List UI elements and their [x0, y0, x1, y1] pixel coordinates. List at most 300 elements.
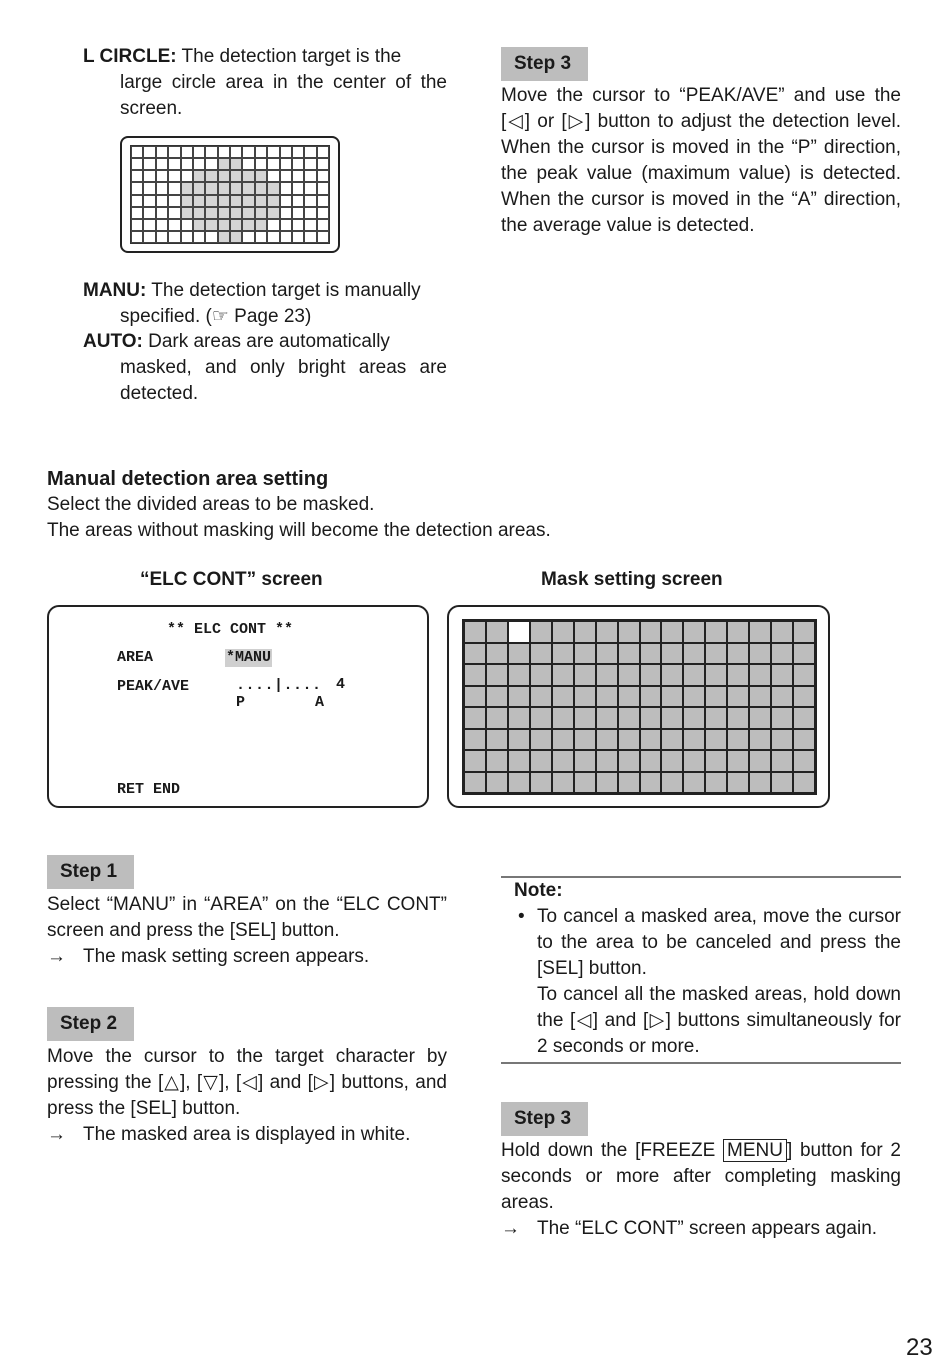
mask-cell: [530, 686, 552, 708]
l-circle-cell: [218, 219, 230, 231]
mask-cell: [683, 750, 705, 772]
ret-end-label: RET END: [117, 781, 181, 798]
l-circle-cell: [292, 231, 304, 243]
mask-cell: [508, 707, 530, 729]
l-circle-definition: [83, 44, 447, 122]
step1-block: [47, 892, 447, 970]
l-circle-cell: [255, 158, 267, 170]
peak-ave-value: 4: [336, 676, 346, 693]
mask-cell: [508, 729, 530, 751]
l-circle-cell: [218, 195, 230, 207]
l-circle-cell: [181, 158, 193, 170]
mask-cell: [640, 643, 662, 665]
mask-cell: [530, 643, 552, 665]
l-circle-line1: The detection target is the: [181, 46, 402, 67]
mask-cell: [486, 621, 508, 643]
l-circle-cell: [156, 170, 168, 182]
mask-cell: [596, 643, 618, 665]
l-circle-cell: [193, 146, 205, 158]
mask-cell: [552, 772, 574, 794]
mask-cell: [705, 729, 727, 751]
step3-badge-top: Step 3: [501, 47, 588, 81]
mask-cell: [464, 750, 486, 772]
peak-a-label: A: [315, 694, 325, 711]
l-circle-cell: [218, 207, 230, 219]
note-box: [501, 878, 901, 1060]
mask-cell: [552, 643, 574, 665]
menu-key-label: MENU: [723, 1139, 787, 1162]
l-circle-cell: [205, 158, 217, 170]
l-circle-cell: [131, 182, 143, 194]
mask-cell: [486, 643, 508, 665]
mask-cell: [661, 621, 683, 643]
l-circle-cell: [304, 195, 316, 207]
mask-cell: [486, 686, 508, 708]
l-circle-cell: [255, 231, 267, 243]
l-circle-cell: [168, 158, 180, 170]
mask-cell: [552, 621, 574, 643]
manu-definition: [83, 278, 447, 330]
l-circle-cell: [280, 219, 292, 231]
l-circle-cell: [193, 231, 205, 243]
elc-title: ** ELC CONT **: [167, 621, 294, 638]
l-circle-cell: [131, 231, 143, 243]
l-circle-cell: [317, 207, 329, 219]
mask-cell: [683, 686, 705, 708]
l-circle-cell: [280, 182, 292, 194]
mask-cell: [508, 643, 530, 665]
mask-cell: [771, 643, 793, 665]
l-circle-cell: [168, 182, 180, 194]
mask-cell: [661, 664, 683, 686]
manu-rest: specified. (☞ Page 23): [120, 306, 312, 327]
mask-cell: [705, 686, 727, 708]
mask-cell: [464, 772, 486, 794]
step3-result-text: The “ELC CONT” screen appears again.: [537, 1218, 878, 1239]
mask-cell: [508, 686, 530, 708]
l-circle-cell: [143, 195, 155, 207]
l-circle-cell: [317, 182, 329, 194]
mask-cell: [640, 621, 662, 643]
section-heading: Manual detection area setting: [47, 468, 329, 490]
l-circle-cell: [292, 207, 304, 219]
l-circle-cell: [205, 207, 217, 219]
mask-cell: [727, 686, 749, 708]
l-circle-cell: [292, 146, 304, 158]
l-circle-cell: [218, 182, 230, 194]
l-circle-cell: [292, 195, 304, 207]
auto-rest: masked, and only bright areas are detected.: [120, 357, 447, 404]
mask-cell: [771, 750, 793, 772]
mask-cell: [618, 621, 640, 643]
note-item2-text: To cancel all the masked areas, hold down the [◁] and [▷] buttons simultaneously for 2 seconds or more.: [537, 984, 901, 1057]
note-title: Note:: [514, 880, 563, 901]
l-circle-cell: [242, 195, 254, 207]
l-circle-cell: [156, 207, 168, 219]
l-circle-cell: [218, 231, 230, 243]
l-circle-cell: [131, 219, 143, 231]
mask-cell: [793, 621, 815, 643]
mask-cell: [464, 664, 486, 686]
mask-cell: [793, 664, 815, 686]
mask-cell: [618, 729, 640, 751]
mask-cell: [574, 621, 596, 643]
step2-badge: Step 2: [47, 1007, 134, 1041]
mask-cell: [683, 621, 705, 643]
l-circle-cell: [181, 182, 193, 194]
mask-cell: [727, 621, 749, 643]
mask-cell: [508, 772, 530, 794]
l-circle-cell: [131, 195, 143, 207]
mask-cell: [661, 643, 683, 665]
l-circle-cell: [131, 170, 143, 182]
note-bottom-rule: [501, 1062, 901, 1064]
l-circle-cell: [317, 195, 329, 207]
l-circle-cell: [304, 219, 316, 231]
mask-cell: [596, 707, 618, 729]
l-circle-cell: [168, 219, 180, 231]
auto-term: AUTO:: [83, 331, 143, 352]
peak-p-label: P: [236, 694, 246, 711]
mask-cell: [640, 707, 662, 729]
l-circle-cell: [304, 207, 316, 219]
page-number: 23: [906, 1334, 933, 1361]
mask-cell: [464, 729, 486, 751]
l-circle-cell: [255, 146, 267, 158]
mask-cell: [486, 729, 508, 751]
l-circle-cell: [267, 195, 279, 207]
mask-cell: [749, 750, 771, 772]
mask-cell: [749, 772, 771, 794]
step3-text-before: Hold down the [FREEZE: [501, 1140, 724, 1161]
l-circle-cell: [255, 195, 267, 207]
l-circle-cell: [230, 170, 242, 182]
mask-cell: [661, 750, 683, 772]
mask-cell: [508, 750, 530, 772]
mask-cell: [771, 686, 793, 708]
l-circle-cell: [255, 170, 267, 182]
l-circle-cell: [156, 231, 168, 243]
l-circle-cell: [218, 146, 230, 158]
l-circle-cell: [131, 207, 143, 219]
l-circle-cell: [255, 182, 267, 194]
l-circle-cell: [292, 170, 304, 182]
l-circle-cell: [156, 146, 168, 158]
l-circle-cell: [230, 158, 242, 170]
mask-cell: [596, 621, 618, 643]
l-circle-cell: [156, 219, 168, 231]
mask-cell: [705, 750, 727, 772]
arrow-icon: →: [47, 1124, 66, 1145]
mask-cell: [596, 750, 618, 772]
mask-cell: [749, 729, 771, 751]
l-circle-cell: [218, 170, 230, 182]
l-circle-cell: [168, 170, 180, 182]
l-circle-term: L CIRCLE:: [83, 46, 177, 67]
l-circle-cell: [193, 158, 205, 170]
mask-cell: [683, 772, 705, 794]
mask-cell: [574, 643, 596, 665]
l-circle-cell: [317, 219, 329, 231]
mask-cell: [530, 664, 552, 686]
l-circle-cell: [317, 146, 329, 158]
mask-cell: [574, 664, 596, 686]
l-circle-cell: [280, 146, 292, 158]
l-circle-cell: [280, 170, 292, 182]
mask-cell: [793, 772, 815, 794]
l-circle-cell: [304, 170, 316, 182]
l-circle-cell: [304, 146, 316, 158]
section-line1: Select the divided areas to be masked.: [47, 494, 375, 515]
mask-cell: [705, 643, 727, 665]
mask-cell: [793, 750, 815, 772]
mask-cell: [574, 750, 596, 772]
mask-cell: [727, 729, 749, 751]
step3-result: [501, 1216, 901, 1242]
mask-screen-caption: Mask setting screen: [541, 569, 723, 590]
area-label: AREA: [117, 649, 154, 666]
l-circle-cell: [156, 158, 168, 170]
l-circle-cell: [230, 231, 242, 243]
step2-block: [47, 1044, 447, 1148]
l-circle-cell: [168, 146, 180, 158]
l-circle-cell: [181, 219, 193, 231]
mask-cell: [771, 772, 793, 794]
mask-cell: [661, 729, 683, 751]
l-circle-cell: [131, 146, 143, 158]
l-circle-cell: [131, 158, 143, 170]
mask-cell: [683, 729, 705, 751]
step2-result-text: The masked area is displayed in white.: [83, 1124, 411, 1145]
mask-cell: [618, 643, 640, 665]
mask-cell: [640, 772, 662, 794]
l-circle-cell: [181, 207, 193, 219]
mask-cell: [727, 750, 749, 772]
l-circle-cell: [168, 195, 180, 207]
note-item1-text: To cancel a masked area, move the cursor to the area to be canceled and press the [SEL] button.: [537, 906, 901, 979]
mask-cell: [618, 686, 640, 708]
manu-term: MANU:: [83, 280, 147, 301]
l-circle-cell: [292, 182, 304, 194]
l-circle-cell: [304, 158, 316, 170]
l-circle-cell: [317, 231, 329, 243]
l-circle-cell: [267, 182, 279, 194]
step3-block-bottom: [501, 1138, 901, 1242]
step1-result-text: The mask setting screen appears.: [83, 946, 370, 967]
l-circle-cell: [193, 207, 205, 219]
l-circle-cell: [230, 219, 242, 231]
l-circle-cell: [230, 146, 242, 158]
elc-screen-caption: “ELC CONT” screen: [140, 569, 323, 590]
mask-cell: [705, 664, 727, 686]
l-circle-cell: [156, 182, 168, 194]
l-circle-cell: [280, 158, 292, 170]
arrow-icon: →: [47, 946, 66, 967]
mask-cell: [574, 772, 596, 794]
auto-definition: [83, 329, 447, 407]
l-circle-cell: [205, 170, 217, 182]
l-circle-cell: [280, 207, 292, 219]
mask-cell: [464, 621, 486, 643]
mask-cell: [552, 729, 574, 751]
l-circle-cell: [143, 182, 155, 194]
mask-cell: [530, 750, 552, 772]
mask-cell: [749, 664, 771, 686]
mask-cell: [749, 643, 771, 665]
l-circle-cell: [255, 219, 267, 231]
mask-cell: [771, 707, 793, 729]
l-circle-cell: [242, 182, 254, 194]
l-circle-cell: [230, 195, 242, 207]
l-circle-cell: [205, 146, 217, 158]
mask-cell: [552, 707, 574, 729]
l-circle-diagram: [120, 136, 340, 253]
mask-cell: [486, 772, 508, 794]
mask-cell: [596, 729, 618, 751]
l-circle-cell: [230, 207, 242, 219]
mask-cell: [661, 707, 683, 729]
l-circle-cell: [267, 146, 279, 158]
l-circle-cell: [205, 219, 217, 231]
mask-cell: [793, 707, 815, 729]
mask-cell: [530, 621, 552, 643]
l-circle-grid: [130, 145, 330, 244]
mask-cell: [464, 643, 486, 665]
mask-cell: [530, 772, 552, 794]
mask-cell: [683, 664, 705, 686]
mask-cell: [618, 707, 640, 729]
note-item: [501, 904, 901, 982]
l-circle-cell: [181, 170, 193, 182]
l-circle-cell: [317, 158, 329, 170]
l-circle-cell: [292, 158, 304, 170]
mask-cell: [596, 772, 618, 794]
l-circle-cell: [267, 158, 279, 170]
l-circle-cell: [181, 231, 193, 243]
peak-ave-label: PEAK/AVE: [117, 678, 190, 695]
mask-cell: [486, 707, 508, 729]
l-circle-cell: [168, 207, 180, 219]
mask-cell: [771, 621, 793, 643]
mask-cell: [683, 707, 705, 729]
mask-cell: [661, 686, 683, 708]
mask-cell: [552, 750, 574, 772]
l-circle-cell: [255, 207, 267, 219]
mask-cell: [640, 750, 662, 772]
mask-cell: [705, 707, 727, 729]
l-circle-cell: [193, 195, 205, 207]
mask-cell: [771, 664, 793, 686]
l-circle-cell: [193, 182, 205, 194]
mask-cell: [530, 707, 552, 729]
step3-text-top: Move the cursor to “PEAK/AVE” and use the [◁] or [▷] button to adjust the detection level. When the cursor is moved in the “P” direction, the peak value (maximum value) is detected. When the cursor is moved in the “A” direction, the average value is detected.: [501, 85, 901, 236]
mask-cell: [793, 686, 815, 708]
l-circle-cell: [143, 158, 155, 170]
l-circle-cell: [267, 219, 279, 231]
mask-cell: [705, 621, 727, 643]
l-circle-cell: [267, 207, 279, 219]
step3-badge-bottom: Step 3: [501, 1102, 588, 1136]
l-circle-cell: [205, 182, 217, 194]
l-circle-cell: [242, 219, 254, 231]
l-circle-cell: [304, 231, 316, 243]
l-circle-cell: [156, 195, 168, 207]
step1-text: Select “MANU” in “AREA” on the “ELC CONT” screen and press the [SEL] button.: [47, 894, 447, 941]
peak-ave-scale: ....|....: [236, 677, 322, 694]
mask-cell: [661, 772, 683, 794]
bullet-icon: •: [518, 906, 525, 927]
step2-text: Move the cursor to the target character by pressing the [△], [▽], [◁] and [▷] buttons, and press the [SEL] button.: [47, 1046, 447, 1119]
mask-cell: [618, 750, 640, 772]
l-circle-cell: [193, 170, 205, 182]
mask-cell: [640, 664, 662, 686]
mask-cell: [749, 621, 771, 643]
mask-cell: [640, 686, 662, 708]
step2-result: [47, 1122, 447, 1148]
mask-cell: [486, 750, 508, 772]
mask-cell: [464, 707, 486, 729]
l-circle-cell: [205, 195, 217, 207]
l-circle-cell: [181, 195, 193, 207]
l-circle-cell: [143, 207, 155, 219]
mask-cell: [574, 686, 596, 708]
l-circle-cell: [168, 231, 180, 243]
mask-cell: [793, 643, 815, 665]
mask-cell: [508, 664, 530, 686]
l-circle-rest: large circle area in the center of the screen.: [120, 72, 447, 119]
l-circle-cell: [181, 146, 193, 158]
manu-line1: The detection target is manually: [151, 280, 421, 301]
mask-cell: [618, 772, 640, 794]
l-circle-cell: [304, 182, 316, 194]
mask-cell: [596, 686, 618, 708]
mask-cell: [508, 621, 530, 643]
mask-cell: [596, 664, 618, 686]
l-circle-cell: [267, 231, 279, 243]
l-circle-cell: [143, 170, 155, 182]
mask-cell: [552, 686, 574, 708]
l-circle-cell: [292, 219, 304, 231]
l-circle-cell: [242, 231, 254, 243]
l-circle-cell: [242, 207, 254, 219]
step3-text-after: ] button for 2 seconds or more after completing masking areas.: [501, 1140, 901, 1213]
mask-cell: [574, 707, 596, 729]
mask-cell: [552, 664, 574, 686]
mask-cell: [727, 707, 749, 729]
mask-grid: [462, 619, 817, 795]
l-circle-cell: [280, 195, 292, 207]
l-circle-cell: [205, 231, 217, 243]
l-circle-cell: [242, 158, 254, 170]
mask-cell: [683, 643, 705, 665]
step1-badge: Step 1: [47, 855, 134, 889]
l-circle-cell: [193, 219, 205, 231]
l-circle-cell: [267, 170, 279, 182]
area-value: *MANU: [226, 649, 272, 666]
step3-text-bottom: [501, 1138, 901, 1216]
elc-cont-screen: [47, 605, 429, 808]
l-circle-cell: [143, 219, 155, 231]
auto-line1: Dark areas are automatically: [148, 331, 390, 352]
mask-cell: [727, 664, 749, 686]
mask-cell: [771, 729, 793, 751]
mask-cell: [727, 772, 749, 794]
mask-cell: [727, 643, 749, 665]
mask-cell: [530, 729, 552, 751]
arrow-icon: →: [501, 1218, 520, 1239]
mask-cell: [486, 664, 508, 686]
l-circle-cell: [317, 170, 329, 182]
